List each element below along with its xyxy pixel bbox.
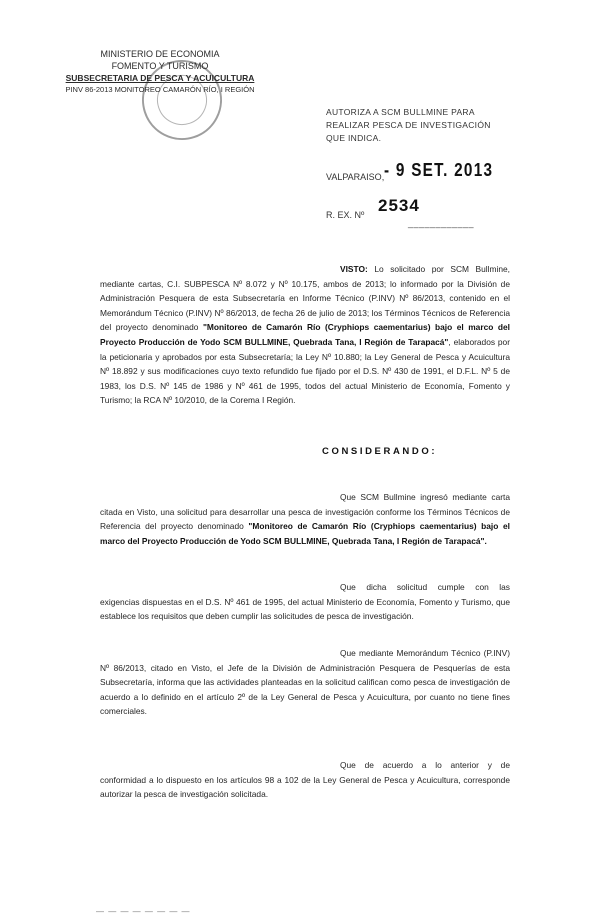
resolution-title: AUTORIZA A SCM BULLMINE PARA REALIZAR PESCA DE INVESTIGACIÓN QUE INDICA. xyxy=(326,107,491,143)
document-reference: PINV 86-2013 MONITOREO CAMARÓN RÍO, I REGIÓN xyxy=(65,85,255,94)
subsecretaria-name: SUBSECRETARIA DE PESCA Y ACUICULTURA xyxy=(65,73,255,83)
considerando-paragraph-4: Que de acuerdo a lo anterior y de conformidad a lo dispuesto en los artículos 98 a 102 de la Ley General de Pesca y Acuicultura, corresponde autorizar la pesca de investigación solicitada. xyxy=(100,760,510,800)
date-stamp: - 9 SET. 2013 xyxy=(384,160,494,180)
considerando-paragraph-2: Que dicha solicitud cumple con las exigencias dispuestas en el D.S. Nº 461 de 1995, del actual Ministerio de Economía, Fomento y Turismo, que establece los requisitos que deben cumplir las solicitudes de pesca de investigación. xyxy=(100,582,510,622)
date-row xyxy=(326,160,566,186)
footer-mark: — — — — — — — — xyxy=(96,907,191,916)
visto-project-title: "Monitoreo de Camarón Río (Cryphiops caementarius) bajo el marco del Proyecto Producción de Yodo SCM BULLMINE, Quebrada Tana, I Región de Tarapacá" xyxy=(100,322,510,347)
visto-paragraph xyxy=(100,262,510,408)
office-stamp-inner-ring xyxy=(150,68,213,131)
considerando-paragraph-3: Que mediante Memorándum Técnico (P.INV) Nº 86/2013, citado en Visto, el Jefe de la División de Administración Pesquera de Pesquerías de esta Subsecretaría, informa que las actividades planteadas en la solicitud califican como pesca de investigación de acuerdo a lo definido en el artículo 2º de la Ley General de Pesca y Acuicultura, por cuanto no tiene fines comerciales. xyxy=(100,648,510,717)
resolution-underline: ____________ xyxy=(408,218,475,228)
considerando-paragraph-1 xyxy=(100,490,510,548)
visto-text-1: Lo solicitado por SCM Bullmine, mediante cartas, C.I. SUBPESCA Nº 8.072 y Nº 10.175, ambos de 2013; lo informado por la División de Administración Pesquera de esta Subsecretaría en Informe Técnico (P.INV) Nº 86/2013, contenido en el Memorándum Técnico (P.INV) Nº 86/2013, de fecha 26 de julio de 2013; los Términos Técnicos de Referencia del proyecto denominado xyxy=(100,264,510,333)
resolution-number: 2534 xyxy=(378,196,420,215)
visto-label: VISTO: xyxy=(340,264,368,274)
visto-text-2: , elaborados por la peticionaria y aprobados por esta Subsecretaría; la Ley Nº 10.880; la Ley General de Pesca y Acuicultura Nº 18.892 y sus modificaciones cuyo texto refundido fue fijado por el D.S. Nº 430 de 1991, el D.F.L. Nº 5 de 1983, los D.S. Nº 145 de 1986 y Nº 461 de 1995, todos del actual Ministerio de Economía, Fomento y Turismo; la RCA Nº 10/2010, de la Corema I Región. xyxy=(100,336,511,406)
considerando-1-text: Que SCM Bullmine ingresó mediante carta citada en Visto, una solicitud para desarrollar una pesca de investigación conforme los Términos Técnicos de Referencia del proyecto denominado xyxy=(100,492,510,532)
considerando-1-project: "Monitoreo de Camarón Río (Cryphiops caementarius) bajo el marco del Proyecto Producción de Yodo SCM BULLMINE, Quebrada Tana, I Región de Tarapacá". xyxy=(100,521,510,546)
resolution-number-row xyxy=(326,196,566,228)
ministry-line-2: FOMENTO Y TURISMO xyxy=(111,61,209,71)
ministry-line-1: MINISTERIO DE ECONOMIA xyxy=(100,49,220,59)
date-place: VALPARAISO, xyxy=(326,172,385,182)
considerando-heading: CONSIDERANDO: xyxy=(322,446,438,457)
resolution-label: R. EX. Nº xyxy=(326,210,365,220)
